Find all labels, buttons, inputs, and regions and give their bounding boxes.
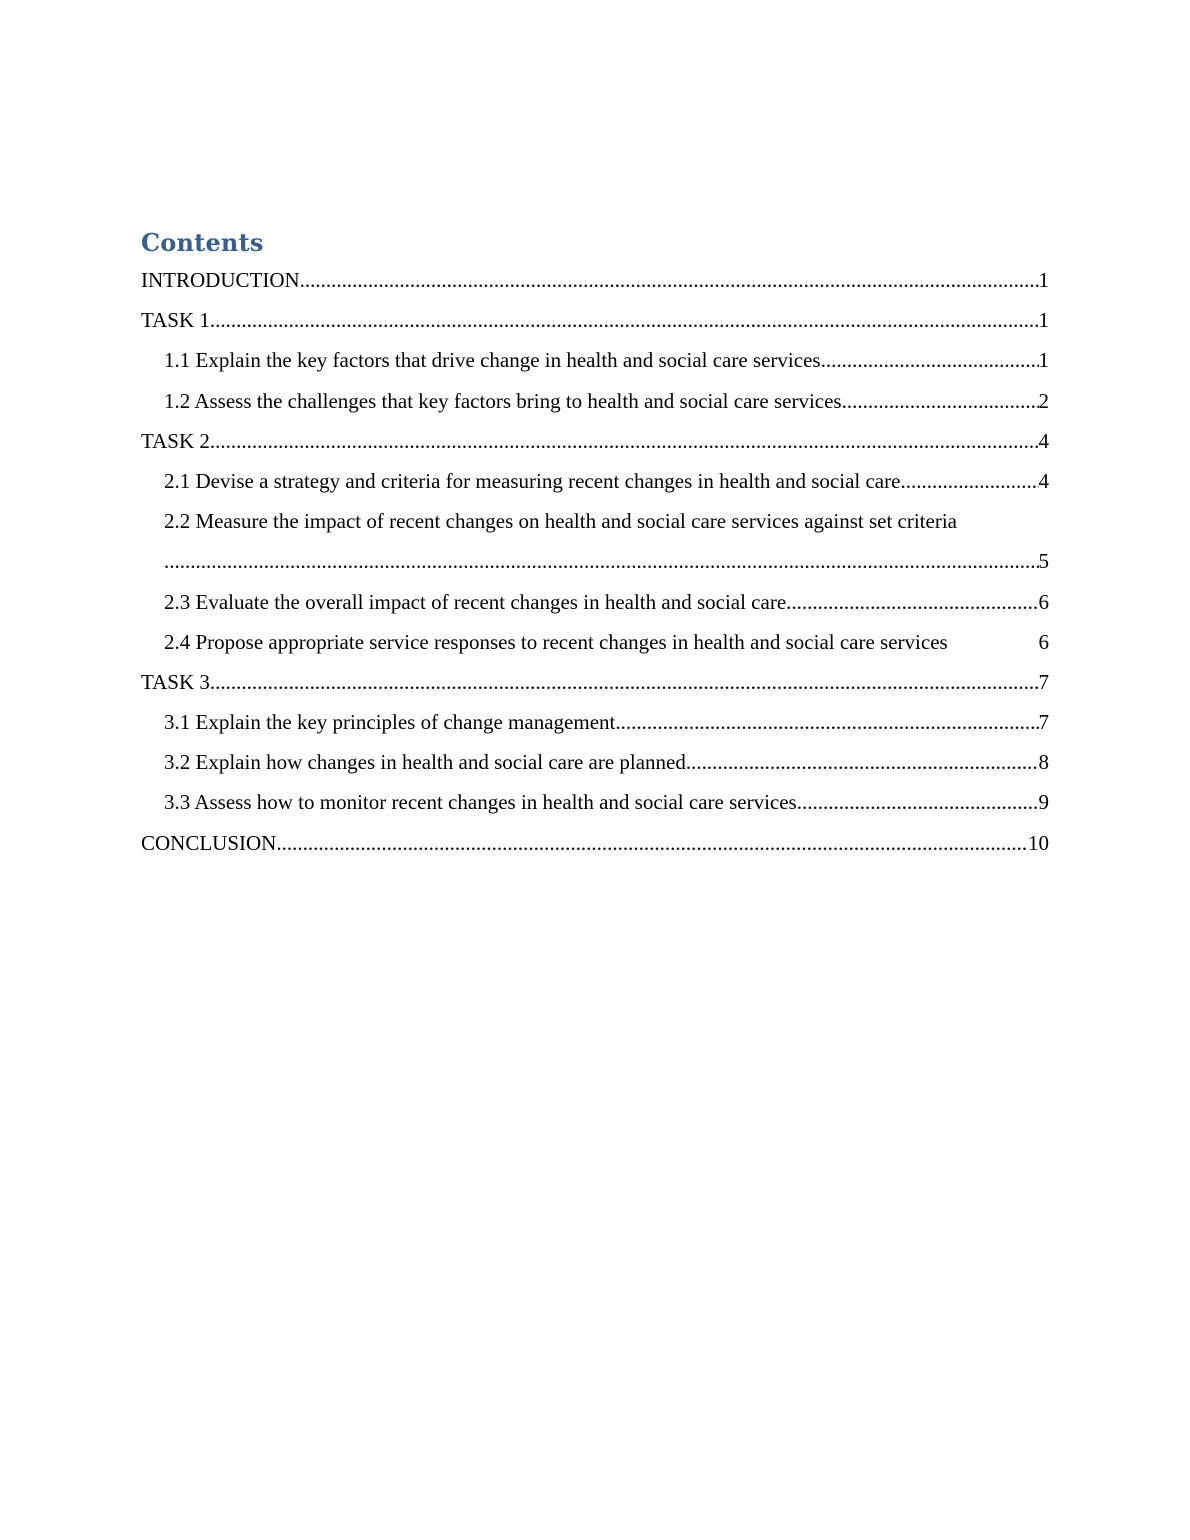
toc-entry-label: 3.3 Assess how to monitor recent changes in health and social care services xyxy=(164,790,797,815)
toc-list xyxy=(141,260,1049,863)
toc-entry-label: 1.2 Assess the challenges that key factors bring to health and social care services xyxy=(164,388,842,413)
toc-entry-2-4[interactable] xyxy=(141,622,1049,662)
toc-entry-2-2-leader-line[interactable] xyxy=(141,541,1049,581)
toc-entry-label: 2.4 Propose appropriate service responses to recent changes in health and social care services xyxy=(164,629,948,654)
toc-entry-label: 3.2 Explain how changes in health and social care are planned xyxy=(164,750,686,775)
toc-entry-2-2[interactable] xyxy=(141,501,1049,541)
toc-page-number: 7 xyxy=(1038,669,1049,694)
toc-entry-task-1[interactable] xyxy=(141,300,1049,340)
toc-dot-leader xyxy=(210,421,1039,461)
toc-entry-label: 3.1 Explain the key principles of change management xyxy=(164,710,616,735)
toc-entry-conclusion[interactable] xyxy=(141,823,1049,863)
toc-page-number: 4 xyxy=(1038,468,1049,493)
toc-page-number: 7 xyxy=(1038,710,1049,735)
toc-page-number: 6 xyxy=(1038,589,1049,614)
toc-entry-label: TASK 2 xyxy=(141,428,210,453)
toc-entry-label: INTRODUCTION xyxy=(141,268,300,292)
toc-entry-label: TASK 3 xyxy=(141,669,210,694)
toc-dot-leader xyxy=(686,742,1039,782)
toc-page-number: 1 xyxy=(1038,348,1049,373)
toc-entry-label: TASK 1 xyxy=(141,308,210,333)
toc-page-number: 5 xyxy=(1038,549,1049,574)
toc-page-number: 8 xyxy=(1038,750,1049,775)
toc-page-number: 4 xyxy=(1038,428,1049,453)
toc-entry-2-3[interactable] xyxy=(141,582,1049,622)
toc-dot-leader xyxy=(786,582,1038,622)
toc-entry-3-3[interactable] xyxy=(141,782,1049,822)
toc-entry-2-1[interactable] xyxy=(141,461,1049,501)
toc-entry-label: 1.1 Explain the key factors that drive change in health and social care services xyxy=(164,348,821,373)
toc-page-number: 1 xyxy=(1038,308,1049,333)
toc-dot-leader xyxy=(300,260,1039,300)
table-of-contents xyxy=(141,226,1049,863)
toc-entry-label: 2.2 Measure the impact of recent changes on health and social care services against set criteria xyxy=(164,509,957,534)
toc-dot-leader xyxy=(164,541,1039,581)
toc-entry-label: 2.1 Devise a strategy and criteria for measuring recent changes in health and social care xyxy=(164,468,901,493)
toc-entry-3-1[interactable] xyxy=(141,702,1049,742)
toc-page-number: 6 xyxy=(1038,629,1049,654)
toc-entry-3-2[interactable] xyxy=(141,742,1049,782)
toc-entry-label: CONCLUSION xyxy=(141,830,277,855)
toc-page-number: 9 xyxy=(1038,790,1049,815)
toc-dot-leader xyxy=(615,702,1038,742)
toc-dot-leader xyxy=(210,662,1039,702)
toc-dot-leader xyxy=(210,300,1039,340)
toc-dot-leader xyxy=(821,340,1039,380)
toc-entry-task-2[interactable] xyxy=(141,421,1049,461)
toc-page-number: 2 xyxy=(1038,388,1049,413)
toc-title: Contents xyxy=(141,228,264,257)
toc-dot-leader xyxy=(842,381,1039,421)
toc-page-number: 10 xyxy=(1028,830,1049,855)
toc-entry-1-2[interactable] xyxy=(141,381,1049,421)
toc-dot-leader xyxy=(276,823,1028,863)
toc-entry-1-1[interactable] xyxy=(141,340,1049,380)
toc-page-number: 1 xyxy=(1038,268,1049,292)
toc-entry-task-3[interactable] xyxy=(141,662,1049,702)
toc-entry-introduction[interactable] xyxy=(141,260,1049,300)
toc-dot-leader xyxy=(900,461,1038,501)
toc-dot-leader xyxy=(797,782,1039,822)
toc-entry-label: 2.3 Evaluate the overall impact of recent changes in health and social care xyxy=(164,589,787,614)
